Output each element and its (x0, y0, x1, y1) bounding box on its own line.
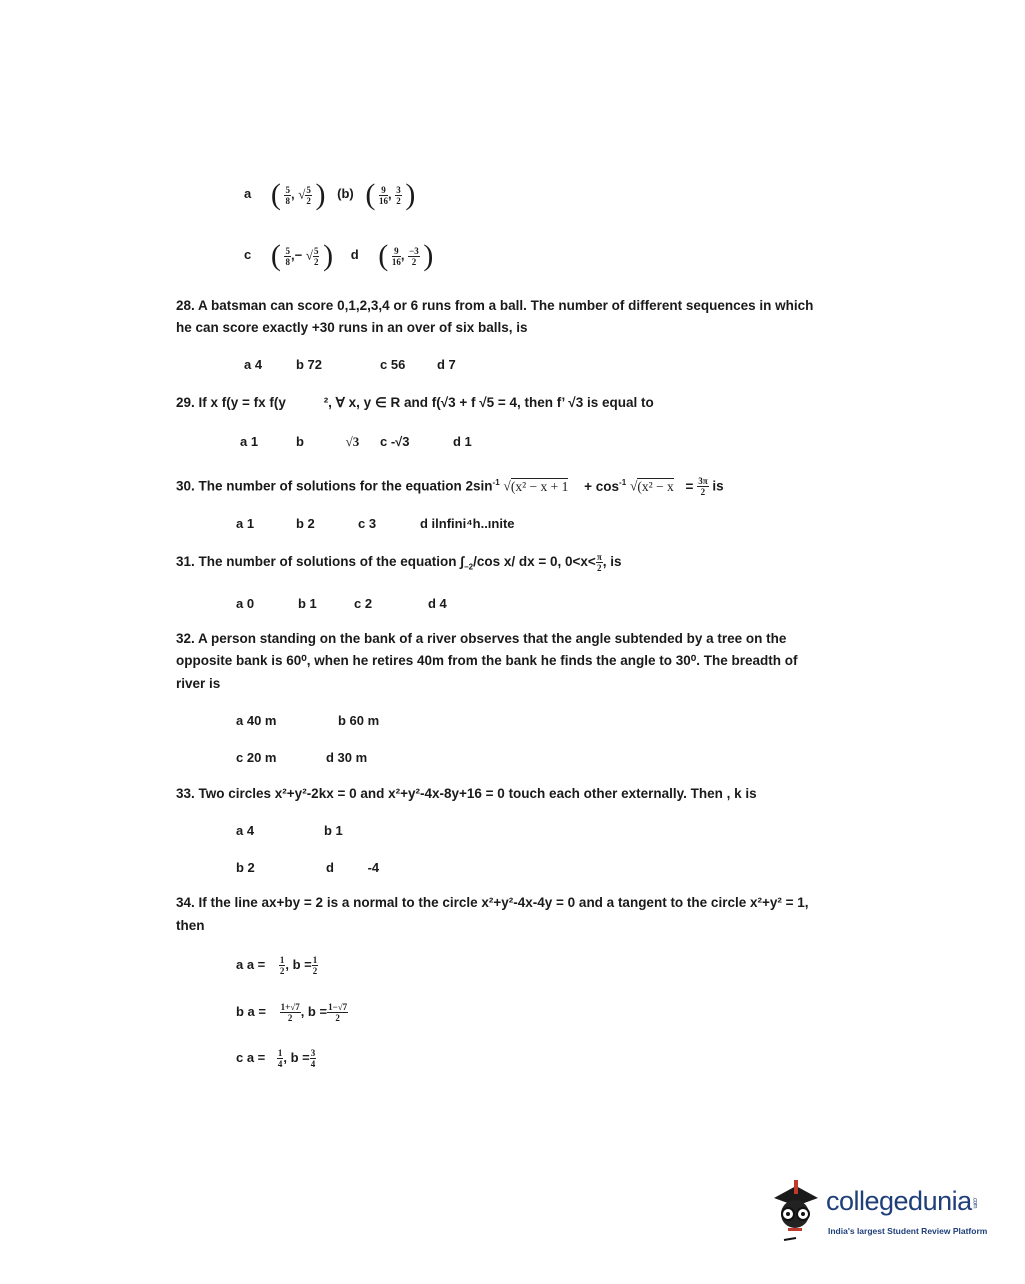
q29-text-part1: 29. If x f(y = fx f(y (176, 395, 286, 410)
q27-c-frac2: $\frac{5}{2}$ (313, 245, 319, 267)
q32-text-line2: opposite bank is 60⁰, when he retires 40m from the bank he finds the angle to 30⁰. The breadth of (176, 653, 798, 668)
q27-d-frac2: $\frac{-3}{2}$ (409, 245, 419, 267)
q34-c-frac2: $\frac{3}{4}$ (310, 1048, 316, 1069)
q31-lower-limit: −2 (463, 562, 474, 572)
q34-option-c (236, 1048, 316, 1069)
q30-text-part2: + cos (584, 478, 620, 494)
q30-frac: $\frac{3\pi}{2}$ (698, 476, 708, 498)
q31-option-d: d 4 (428, 596, 447, 611)
q33-option-b: b 1 (324, 823, 343, 838)
q34-b-label: b a = (236, 1003, 266, 1019)
q32-text-line3: river is (176, 676, 221, 691)
q34-c-frac1: $\frac{1}{4}$ (277, 1048, 283, 1069)
logo-wordmark: collegedunia.com (826, 1186, 978, 1216)
q27-b-frac1: $\frac{9}{16}$ (378, 184, 388, 206)
q31-frac: $\frac{\pi}{2}$ (596, 551, 602, 573)
q32-option-a: a 40 m (236, 713, 277, 728)
q27-option-a: a ( $\frac{5}{8}$ , √ $\frac{5}{2}$ ) (b) ( $\frac{9}{16}$ , $\frac{3}{2}$ ) (244, 178, 416, 211)
q32-option-c: c 20 m (236, 750, 277, 765)
q29-option-b (296, 434, 359, 450)
q34-a-frac2: $\frac{1}{2}$ (312, 955, 318, 976)
q32-text-line1: 32. A person standing on the bank of a river observes that the angle subtended by a tree on the (176, 631, 787, 646)
logo-tld: .com (971, 1197, 978, 1209)
q33-option-d-value: -4 (367, 860, 380, 875)
q29-text-part2: ², ∀ x, y ∈ R and f(√3 + f √5 = 4, then f’ √3 is equal to (323, 395, 654, 410)
q29-option-b-value: √3 (345, 434, 360, 449)
q27-d-label: d (350, 247, 359, 263)
q27-d-frac1: $\frac{9}{16}$ (391, 245, 401, 267)
q28-option-a: a 4 (244, 357, 263, 372)
q34-text-line2: then (176, 918, 205, 933)
q29-option-b-label: b (296, 434, 304, 449)
q34-b-frac2: $\frac{1-√7}{2}$ (328, 1002, 348, 1023)
q28-option-b: b 72 (296, 357, 323, 372)
q34-a-mid: , b = (285, 956, 312, 972)
q33-text: 33. Two circles x²+y²-2kx = 0 and x²+y²-4x-8y+16 = 0 touch each other externally. Then , k is (176, 786, 757, 801)
q27-c-frac1: $\frac{5}{8}$ (285, 245, 290, 267)
q27-a-label: a (244, 186, 252, 202)
q27-b-frac2: $\frac{3}{2}$ (396, 184, 401, 206)
q33-option-d-label: d (326, 860, 334, 875)
q33-option-c: b 2 (236, 860, 255, 875)
q34-c-mid: , b = (283, 1049, 310, 1065)
q27-b-label: (b) (337, 186, 354, 202)
q27-a-frac2: $\frac{5}{2}$ (306, 184, 311, 206)
q30-text-part3: is (712, 478, 724, 494)
q34-a-label: a a = (236, 956, 266, 972)
q31-text (176, 551, 622, 579)
q30-option-c: c 3 (358, 516, 377, 531)
q30-radicand1: (x² − x + 1 (510, 478, 569, 494)
collegedunia-logo (766, 1176, 996, 1246)
q30-option-d: d ilnfini⁴h..ınite (420, 516, 515, 531)
q34-option-a (236, 955, 318, 976)
q32-option-d: d 30 m (326, 750, 368, 765)
q30-text-part1: 30. The number of solutions for the equation 2sin (176, 478, 493, 494)
q30-sup2: -1 (619, 478, 627, 487)
q30-sup1: -1 (492, 478, 500, 487)
q29-option-a: a 1 (240, 434, 259, 449)
q29-text (176, 392, 654, 414)
q30-eq: = (685, 478, 694, 494)
q31-option-c: c 2 (354, 596, 373, 611)
q27-c-label: c (244, 247, 252, 263)
q34-text-line1: 34. If the line ax+by = 2 is a normal to the circle x²+y²-4x-4y = 0 and a tangent to the circle x²+y² = 1, (176, 895, 809, 910)
q31-option-a: a 0 (236, 596, 255, 611)
q30-option-a: a 1 (236, 516, 255, 531)
mascot-icon (766, 1176, 824, 1244)
q30-option-b: b 2 (296, 516, 315, 531)
logo-tagline: India's largest Student Review Platform (828, 1226, 988, 1236)
q29-option-d: d 1 (453, 434, 472, 449)
q34-b-mid: , b = (300, 1003, 328, 1019)
q34-a-frac1: $\frac{1}{2}$ (279, 955, 285, 976)
q28-text-line2: he can score exactly +30 runs in an over of six balls, is (176, 320, 528, 335)
q34-c-label: c a = (236, 1049, 266, 1065)
q31-text-part4: , is (602, 554, 622, 569)
q30-radicand2: (x² − x (637, 478, 674, 494)
q29-option-c: c -√3 (380, 434, 410, 449)
q34-option-b (236, 1002, 348, 1023)
q27-a-frac1: $\frac{5}{8}$ (285, 184, 290, 206)
q30-text: 30. The number of solutions for the equation $2\sin^{-1}$ $√(x^2 - x + 1 + \cos^{-1} √(x^2 - x$ = $\frac{3\pi}{2}$ is (176, 476, 724, 498)
q31-text-part1: 31. The number of solutions of the equation ∫ (176, 554, 464, 569)
q27-option-c: c ( $\frac{5}{8}$ ,− √ $\frac{5}{2}$ ) d ( $\frac{9}{16}$ , $\frac{-3}{2}$ ) (244, 239, 434, 272)
q28-option-c: c 56 (380, 357, 406, 372)
q28-option-d: d 7 (437, 357, 456, 372)
q31-option-b: b 1 (298, 596, 317, 611)
q31-text-part3: /cos x/ dx = 0, 0<x< (473, 554, 596, 569)
q33-option-a: a 4 (236, 823, 255, 838)
q33-option-d (326, 860, 379, 875)
q34-b-frac1: $\frac{1+√7}{2}$ (280, 1002, 300, 1023)
q32-option-b: b 60 m (338, 713, 380, 728)
q28-text-line1: 28. A batsman can score 0,1,2,3,4 or 6 runs from a ball. The number of different sequences in which (176, 298, 814, 313)
